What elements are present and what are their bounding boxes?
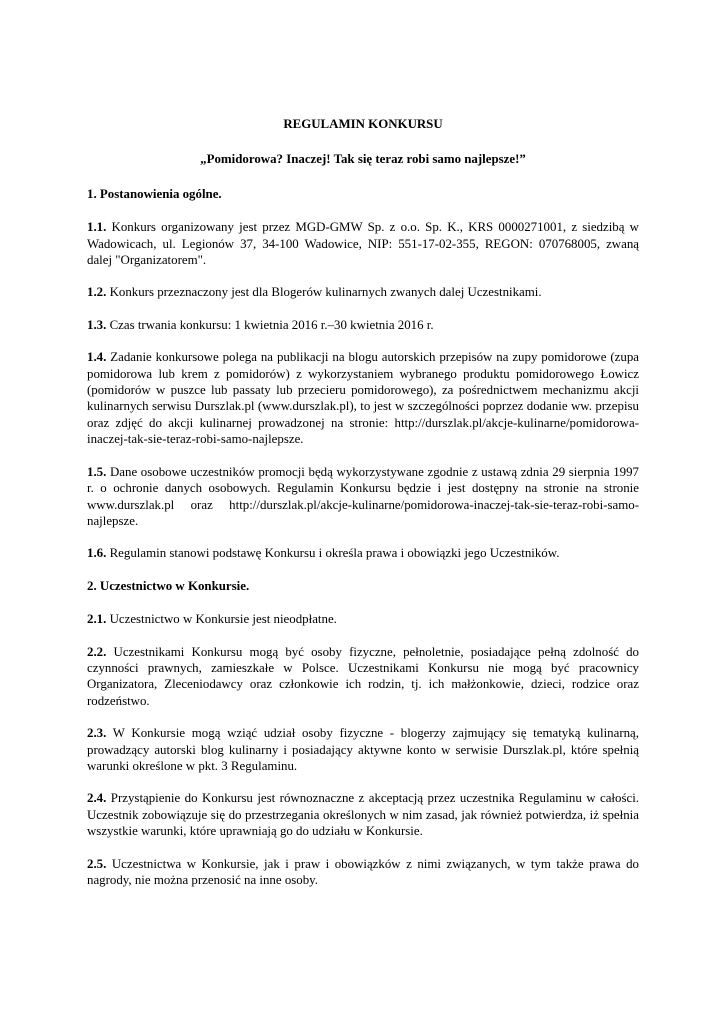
paragraph-text: Dane osobowe uczestników promocji będą wykorzystywane zgodnie z ustawą zdnia 29 sierpnia 1997 r. o ochronie danych osobowych. Regulamin Konkursu będzie i jest dostępny na stronie na stronie www.durszlak.pl oraz http://durszlak.pl/akcje-kulinarne/pomidorowa-inaczej-tak-sie-teraz-robi-samo-najlepsze.	[87, 464, 639, 528]
paragraph-number: 1.5.	[87, 464, 107, 479]
paragraph-1-2	[87, 284, 639, 300]
section-heading: 2. Uczestnictwo w Konkursie.	[87, 578, 250, 593]
paragraph-number: 2.2.	[87, 644, 107, 659]
paragraph-2-4	[87, 790, 639, 839]
paragraph-number: 1.3.	[87, 317, 107, 332]
document-page	[87, 116, 639, 904]
paragraph-text: Konkurs przeznaczony jest dla Blogerów kulinarnych zwanych dalej Uczestnikami.	[106, 285, 542, 300]
paragraph-2-5	[87, 856, 639, 889]
paragraph-2-2	[87, 644, 639, 710]
paragraph-number: 1.4.	[87, 350, 107, 365]
paragraph-number: 2.5.	[87, 856, 107, 871]
paragraph-1-6	[87, 545, 639, 561]
paragraph-number: 2.4.	[87, 791, 107, 806]
paragraph-text: Konkurs organizowany jest przez MGD-GMW Sp. z o.o. Sp. K., KRS 0000271001, z siedzibą w Wadowicach, ul. Legionów 37, 34-100 Wadowice, NIP: 551-17-02-355, REGON: 070768005, zwaną dalej "Organizatorem".	[87, 220, 639, 268]
document-title: REGULAMIN KONKURSU	[283, 117, 443, 131]
document-subtitle: „Pomidorowa? Inaczej! Tak się teraz robi samo najlepsze!”	[200, 152, 526, 167]
paragraph-2-3	[87, 725, 639, 774]
paragraph-number: 1.6.	[87, 546, 107, 561]
paragraph-text: W Konkursie mogą wziąć udział osoby fizyczne - blogerzy zajmujący się tematyką kulinarną, prowadzący autorski blog kulinarny i posiadający aktywne konto w serwisie Durszlak.pl, które spełnią warunki określone w pkt. 3 Regulaminu.	[87, 726, 639, 773]
paragraph-text: Uczestnictwo w Konkursie jest nieodpłatne.	[106, 612, 337, 627]
paragraph-text: Czas trwania konkursu: 1 kwietnia 2016 r.–30 kwietnia 2016 r.	[106, 317, 434, 332]
paragraph-number: 2.1.	[87, 612, 107, 627]
paragraph-text: Uczestnictwa w Konkursie, jak i praw i obowiązków z nimi związanych, w tym także prawa do nagrody, nie można przenosić na inne osoby.	[87, 856, 639, 887]
paragraph-text: Przystąpienie do Konkursu jest równoznaczne z akceptacją przez uczestnika Regulaminu w całości. Uczestnik zobowiązuje się do przestrzegania określonych w nim zasad, jak również potwierdza, iż spełnia wszystkie warunki, które uprawniają go do udziału w Konkursie.	[87, 791, 639, 839]
paragraph-2-1	[87, 611, 639, 627]
paragraph-1-4	[87, 349, 639, 447]
paragraph-1-1	[87, 219, 639, 268]
paragraph-text: Regulamin stanowi podstawę Konkursu i określa prawa i obowiązki jego Uczestników.	[106, 546, 560, 561]
paragraph-number: 1.2.	[87, 285, 107, 300]
paragraph-1-3	[87, 317, 639, 333]
paragraph-number: 1.1.	[87, 220, 107, 235]
paragraph-text: Zadanie konkursowe polega na publikacji na blogu autorskich przepisów na zupy pomidorowe (zupa pomidorowa lub krem z pomidorów) z wykorzystaniem wybranego produktu pomidorowego Łowicz (pomidorów w puszce lub passaty lub przecieru pomidorowego), za pośrednictwem mechanizmu akcji kulinarnych serwisu Durszlak.pl (www.durszlak.pl), to jest w szczególności poprzez dodanie ww. przepisu oraz zdjęć do akcji kulinarnej prowadzonej na stronie: http://durszlak.pl/akcje-kulinarne/pomidorowa-inaczej-tak-sie-teraz-robi-samo-najlepsze.	[87, 350, 639, 447]
paragraph-1-5	[87, 464, 639, 530]
section-heading: 1. Postanowienia ogólne.	[87, 186, 222, 201]
paragraph-number: 2.3.	[87, 726, 107, 741]
paragraph-text: Uczestnikami Konkursu mogą być osoby fizyczne, pełnoletnie, posiadające pełną zdolność do czynności prawnych, zamieszkałe w Polsce. Uczestnikami Konkursu nie mogą być pracownicy Organizatora, Zleceniodawcy oraz członkowie ich rodzin, tj. ich małżonkowie, dzieci, rodzice oraz rodzeństwo.	[87, 644, 639, 708]
